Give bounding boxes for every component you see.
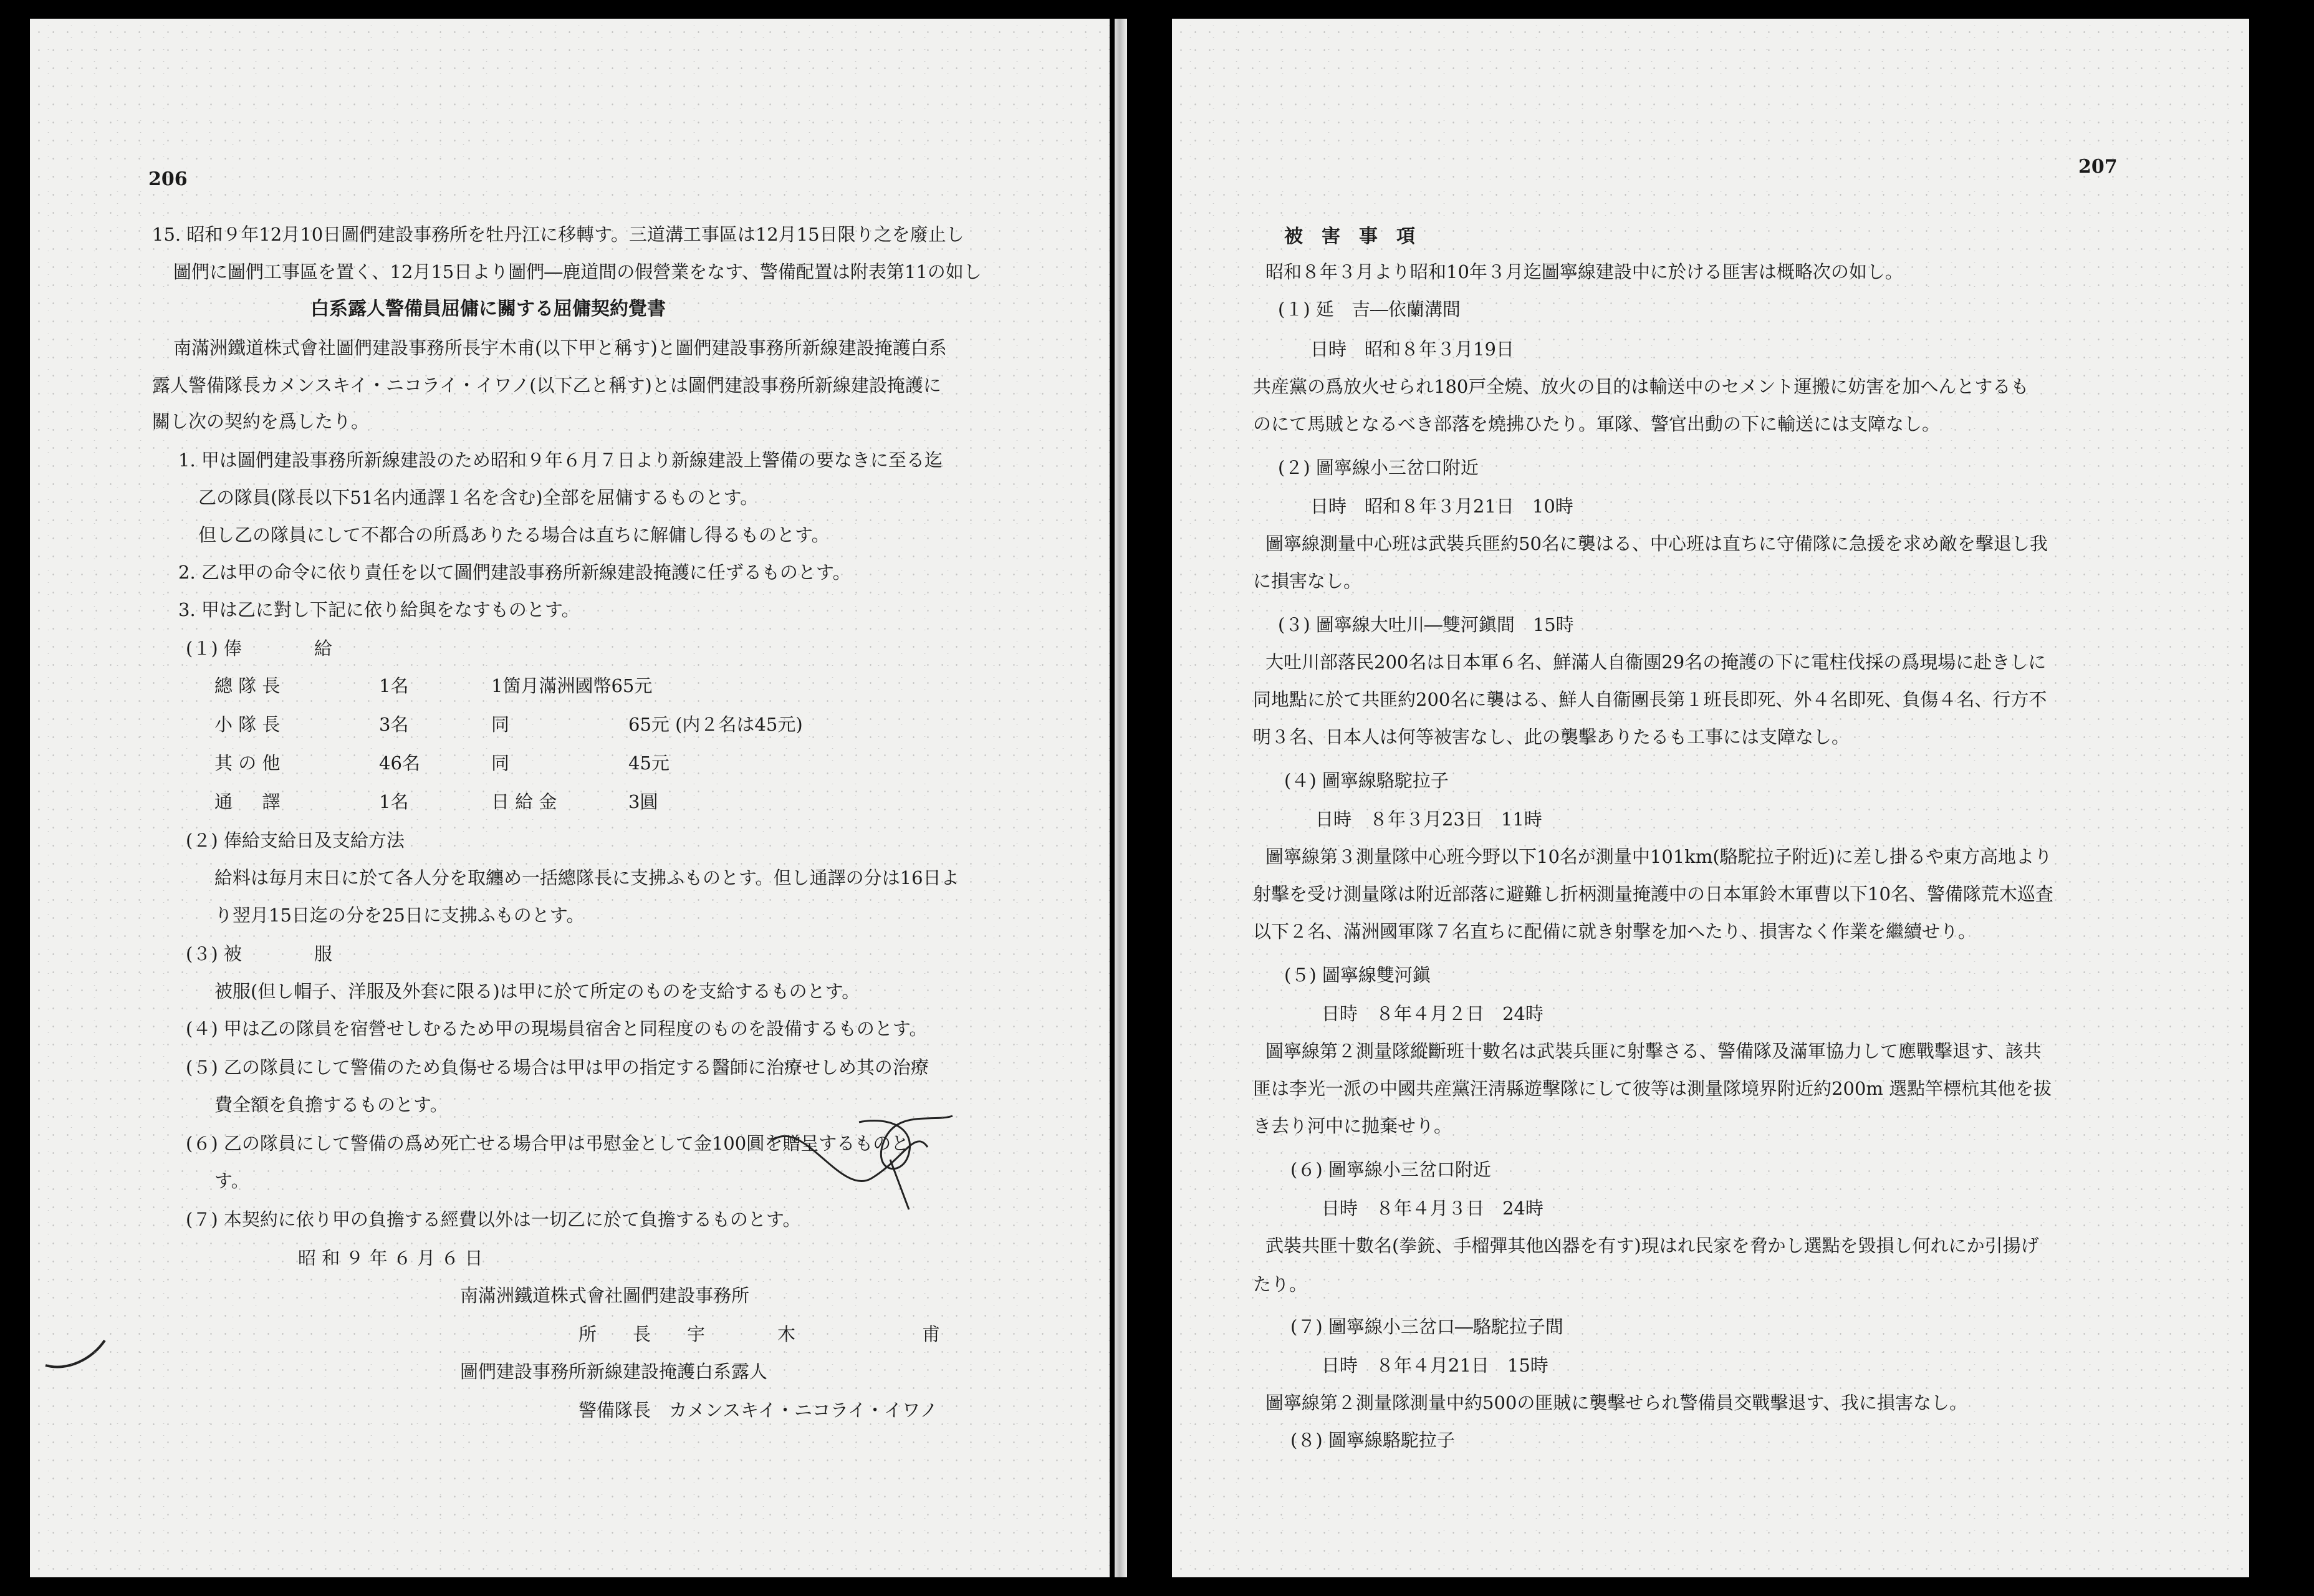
preamble-line: 露人警備隊長カメンスキイ・ニコライ・イワノ(以下乙と稱す)とは圖們建設事務所新線建設掩護に xyxy=(152,375,941,396)
sub-2-text: り翌月15日迄の分を25日に支拂ふものとす。 xyxy=(214,905,585,926)
salary-unit: 同 xyxy=(491,714,510,735)
section-intro: 昭和８年３月より昭和10年３月迄圖寧線建設中に於ける匪害は概略次の如し。 xyxy=(1265,261,1903,282)
preamble-line: 關し次の契約を爲したり。 xyxy=(152,411,370,432)
incident-text: のにて馬賊となるべき部落を燒拂ひたり。軍隊、警官出動の下に輸送には支障なし。 xyxy=(1253,413,1941,435)
incident-text: に損害なし。 xyxy=(1253,570,1362,592)
signatory-company: 南滿洲鐵道株式會社圖們建設事務所 xyxy=(460,1285,750,1306)
section-heading: 被 害 事 項 xyxy=(1284,226,1415,248)
incident-text: 同地點に於て共匪約200名に襲はる、鮮人自衞團長第１班長即死、外４名即死、負傷４名、行方不 xyxy=(1253,689,2047,710)
right-page xyxy=(1172,19,2249,1577)
clause-2: 2. 乙は甲の命令に依り責任を以て圖們建設事務所新線建設掩護に任ずるものとす。 xyxy=(178,562,851,583)
salary-unit: 1箇月滿洲國幣65元 xyxy=(491,675,653,696)
para15-line: 圖們に圖們工事區を置く、12月15日より圖們―鹿道間の假營業をなす、警備配置は附表第11の如し xyxy=(173,261,982,282)
sub-5: (５) 乙の隊員にして警備のため負傷せる場合は甲は甲の指定する醫師に治療せしめ其の治療 xyxy=(186,1057,929,1078)
sub-6: (６) 乙の隊員にして警備の爲め死亡せる場合甲は弔慰金として金100圓を贈呈するものと xyxy=(186,1133,910,1154)
signatory-name-1: 所 長 宇 木 甫 xyxy=(578,1324,941,1345)
incident-datetime: 日時 ８年４月３日 24時 xyxy=(1322,1198,1543,1219)
salary-role: 總 隊 長 xyxy=(214,675,281,696)
incident-label: (２) 圖寧線小三岔口附近 xyxy=(1278,457,1479,478)
salary-amount: 45元 xyxy=(628,752,670,774)
para15-line: 15. 昭和９年12月10日圖們建設事務所を牡丹江に移轉す。三道溝工事區は12月15日限り之を廢止し xyxy=(152,224,964,245)
salary-role: 通 譯 xyxy=(214,791,281,812)
incident-label: (８) 圖寧線駱駝拉子 xyxy=(1290,1430,1455,1451)
clause-1-cont: 乙の隊員(隊長以下51名内通譯１名を含む)全部を屈傭するものとす。 xyxy=(198,487,759,508)
incident-text: 圖寧線第２測量隊測量中約500の匪賊に襲擊せられ警備員交戰擊退す、我に損害なし。 xyxy=(1265,1392,1968,1413)
page-number: 206 xyxy=(148,168,188,190)
incident-label: (３) 圖寧線大吐川―雙河鎭間 15時 xyxy=(1278,614,1574,635)
contract-title: 白系露人警備員屈傭に關する屈傭契約覺書 xyxy=(310,298,666,320)
incident-text: き去り河中に拋棄せり。 xyxy=(1253,1115,1452,1137)
salary-amount: 65元 (内２名は45元) xyxy=(628,714,803,735)
incident-text: 圖寧線第３測量隊中心班今野以下10名が測量中101km(駱駝拉子附近)に差し掛るや東方高地より xyxy=(1265,846,2052,867)
sub-3-label: (３) 被 服 xyxy=(186,943,332,964)
sub-4: (４) 甲は乙の隊員を宿營せしむるため甲の現場員宿舍と同程度のものを設備するものとす。 xyxy=(186,1018,928,1039)
incident-datetime: 日時 ８年４月２日 24時 xyxy=(1322,1003,1543,1024)
salary-role: 小 隊 長 xyxy=(214,714,281,735)
incident-datetime: 日時 ８年４月21日 15時 xyxy=(1322,1355,1548,1376)
clause-1: 1. 甲は圖們建設事務所新線建設のため昭和９年６月７日より新線建設上警備の要なきに至る迄 xyxy=(178,449,943,471)
incident-text: 圖寧線第２測量隊縱斷班十數名は武裝兵匪に射擊さる、警備隊及滿軍協力して應戰擊退す、該共 xyxy=(1265,1041,2042,1062)
incident-text: 共産黨の爲放火せられ180戸全燒、放火の目的は輸送中のセメント運搬に妨害を加へんとするも xyxy=(1253,376,2029,397)
contract-date: 昭 和 ９ 年 ６ 月 ６ 日 xyxy=(298,1247,483,1269)
incident-label: (５) 圖寧線雙河鎭 xyxy=(1284,964,1431,986)
incident-text: 以下２名、滿洲國軍隊７名直ちに配備に就き射擊を加へたり、損害なく作業を繼續せり。 xyxy=(1253,921,1977,942)
left-page xyxy=(30,19,1110,1577)
page-fold xyxy=(1115,19,1127,1577)
incident-text: 圖寧線測量中心班は武裝兵匪約50名に襲はる、中心班は直ちに守備隊に急援を求め敵を擊退し我 xyxy=(1265,533,2048,554)
incident-text: 明３名、日本人は何等被害なし、此の襲擊ありたるも工事には支障なし。 xyxy=(1253,726,1850,748)
signatory-name-2: 警備隊長 カメンスキイ・ニコライ・イワノ xyxy=(578,1400,938,1421)
clause-3: 3. 甲は乙に對し下記に依り給與をなすものとす。 xyxy=(178,599,580,620)
sub-2-text: 給料は毎月末日に於て各人分を取纏め一括總隊長に支拂ふものとす。但し通譯の分は16日よ xyxy=(214,867,959,888)
incident-text: 匪は李光一派の中國共産黨汪淸縣遊擊隊にして彼等は測量隊境界附近約200m 選點竿標杭其他を拔 xyxy=(1253,1078,2052,1099)
salary-count: 1名 xyxy=(379,675,409,696)
salary-count: 1名 xyxy=(379,791,409,812)
sub-6-cont: す。 xyxy=(214,1170,249,1191)
salary-role: 其 の 他 xyxy=(214,752,281,774)
incident-text: たり。 xyxy=(1253,1274,1308,1295)
incident-label: (７) 圖寧線小三岔口―駱駝拉子間 xyxy=(1290,1316,1563,1337)
incident-label: (１) 延 吉―依蘭溝間 xyxy=(1278,299,1461,320)
handwritten-mark-icon xyxy=(766,1103,977,1216)
sub-7: (７) 本契約に依り甲の負擔する經費以外は一切乙に於て負擔するものとす。 xyxy=(186,1209,801,1230)
incident-datetime: 日時 昭和８年３月21日 10時 xyxy=(1310,496,1573,517)
signatory-party-2: 圖們建設事務所新線建設掩護白系露人 xyxy=(460,1361,768,1382)
salary-unit: 日 給 金 xyxy=(491,791,557,812)
salary-count: 3名 xyxy=(379,714,409,735)
salary-count: 46名 xyxy=(379,752,420,774)
clause-1-cont: 但し乙の隊員にして不都合の所爲ありたる場合は直ちに解傭し得るものとす。 xyxy=(198,524,830,546)
sub-2-label: (２) 俸給支給日及支給方法 xyxy=(186,830,405,851)
incident-datetime: 日時 昭和８年３月19日 xyxy=(1310,339,1514,360)
incident-datetime: 日時 ８年３月23日 11時 xyxy=(1315,809,1542,830)
incident-label: (６) 圖寧線小三岔口附近 xyxy=(1290,1159,1491,1180)
incident-text: 大吐川部落民200名は日本軍６名、鮮滿人自衞團29名の掩護の下に電柱伐採の爲現場に赴きしに xyxy=(1265,651,2047,673)
margin-mark-icon xyxy=(42,1328,117,1378)
page-number: 207 xyxy=(2078,156,2118,178)
salary-unit: 同 xyxy=(491,752,510,774)
sub-3-text: 被服(但し帽子、洋服及外套に限る)は甲に於て所定のものを支給するものとす。 xyxy=(214,981,860,1002)
preamble-line: 南滿洲鐵道株式會社圖們建設事務所長宇木甫(以下甲と稱す)と圖們建設事務所新線建設掩護白系 xyxy=(173,337,947,358)
incident-label: (４) 圖寧線駱駝拉子 xyxy=(1284,770,1449,791)
incident-text: 武裝共匪十數名(拳銃、手榴彈其他凶器を有す)現はれ民家を脅かし選點を毀損し何れにか引揚げ xyxy=(1265,1235,2039,1256)
salary-amount: 3圓 xyxy=(628,791,658,812)
sub-1-label: (１) 俸 給 xyxy=(186,638,332,659)
sub-5-cont: 費全額を負擔するものとす。 xyxy=(214,1094,448,1115)
incident-text: 射擊を受け測量隊は附近部落に避難し折柄測量掩護中の日本軍鈴木軍曹以下10名、警備隊荒木巡査 xyxy=(1253,883,2053,905)
